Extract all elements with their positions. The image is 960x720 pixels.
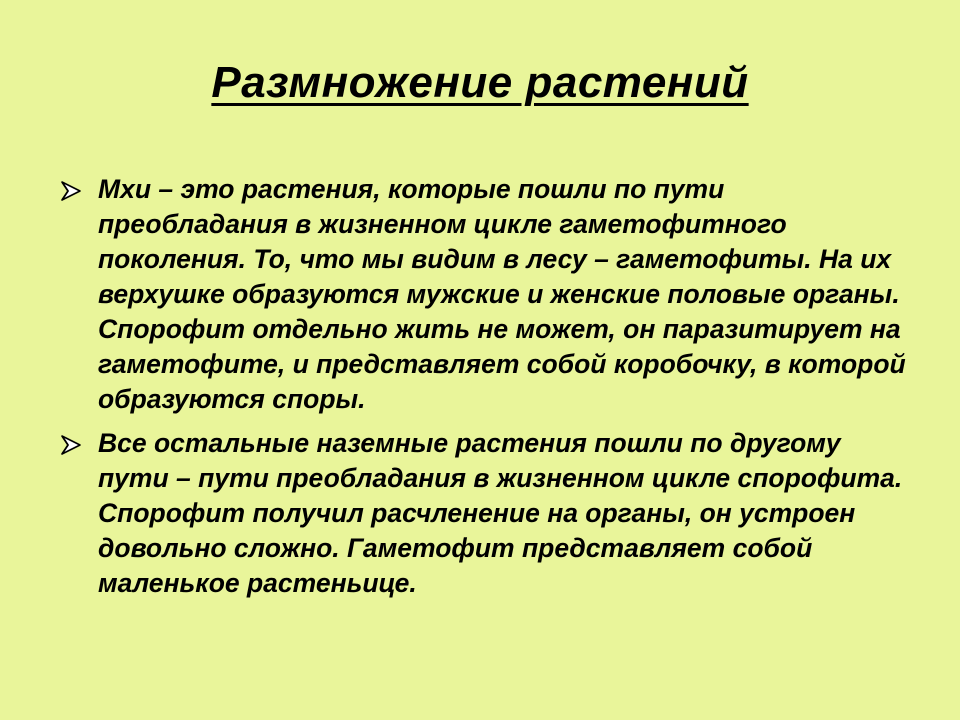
arrowhead-bullet-icon — [60, 180, 82, 202]
bullet-text: Все остальные наземные растения пошли по другому пути – пути преобладания в жизненном цикле спорофита. Спорофит получил расчленение на органы, он устроен довольно сложно. Гаметофит представляет собой маленькое растеньице. — [98, 428, 903, 598]
slide-title: Размножение растений — [211, 58, 749, 107]
bullet-item — [60, 426, 910, 601]
bullet-item — [60, 172, 910, 417]
bullet-text: Мхи – это растения, которые пошли по пути преобладания в жизненном цикле гаметофитного поколения. То, что мы видим в лесу – гаметофиты. На их верхушке образуются мужские и женские половые органы. Спорофит отдельно жить не может, он паразитирует на гаметофите, и представляет собой коробочку, в которой образуются споры. — [98, 174, 906, 414]
bullet-list — [60, 172, 910, 610]
arrowhead-bullet-icon — [60, 434, 82, 456]
